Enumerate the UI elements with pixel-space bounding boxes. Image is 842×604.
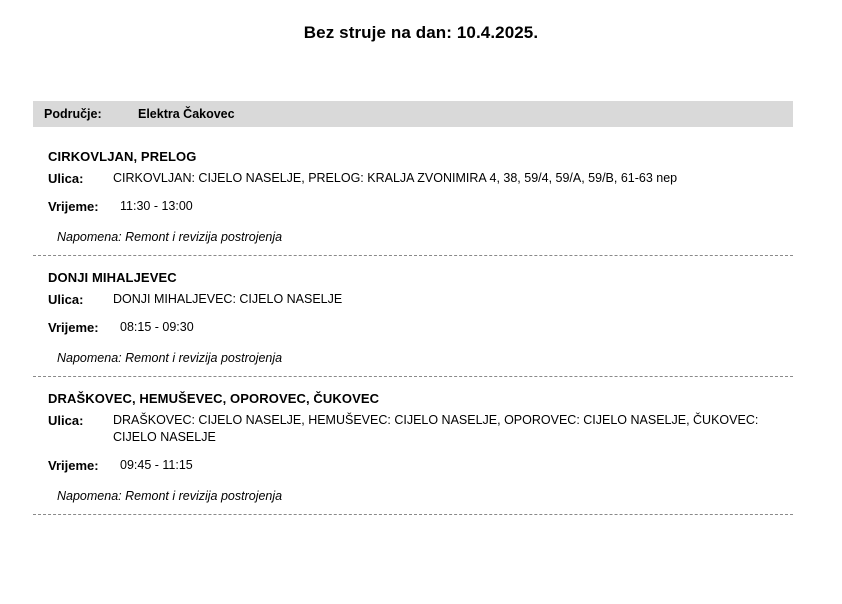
outage-street-row: [33, 170, 793, 192]
outage-time-row: [33, 313, 793, 341]
page-title: Bez struje na dan: 10.4.2025.: [303, 23, 539, 42]
street-label: Ulica:: [48, 292, 84, 307]
outage-note: Napomena: Remont i revizija postrojenja: [57, 230, 283, 244]
outage-list: [33, 135, 793, 515]
outage-title: DRAŠKOVEC, HEMUŠEVEC, OPOROVEC, ČUKOVEC: [48, 391, 380, 406]
area-value: Elektra Čakovec: [138, 107, 235, 121]
outage-entry: [33, 377, 793, 514]
outage-title: CIRKOVLJAN, PRELOG: [48, 149, 197, 164]
time-label: Vrijeme:: [48, 199, 99, 214]
street-value: DONJI MIHALJEVEC: CIJELO NASELJE: [113, 292, 343, 306]
outage-note: Napomena: Remont i revizija postrojenja: [57, 489, 283, 503]
time-value: 09:45 - 11:15: [120, 458, 193, 472]
outage-time-row: [33, 192, 793, 220]
street-label: Ulica:: [48, 413, 84, 428]
street-label: Ulica:: [48, 171, 84, 186]
street-value: DRAŠKOVEC: CIJELO NASELJE, HEMUŠEVEC: CIJELO NASELJE, OPOROVEC: CIJELO NASELJE, ČUKOVEC: CIJELO NASELJE: [113, 413, 759, 444]
outage-entry: [33, 256, 793, 376]
outage-schedule-page: [0, 23, 842, 604]
area-header-bar: [33, 101, 793, 127]
entry-divider: [33, 514, 793, 515]
outage-note: Napomena: Remont i revizija postrojenja: [57, 351, 283, 365]
outage-time-row: [33, 451, 793, 479]
outage-title: DONJI MIHALJEVEC: [48, 270, 177, 285]
outage-street-row: [33, 412, 793, 451]
outage-entry: [33, 135, 793, 255]
time-label: Vrijeme:: [48, 320, 99, 335]
time-value: 11:30 - 13:00: [120, 199, 193, 213]
time-value: 08:15 - 09:30: [120, 320, 194, 334]
area-label: Područje:: [44, 107, 102, 121]
street-value: CIRKOVLJAN: CIJELO NASELJE, PRELOG: KRALJA ZVONIMIRA 4, 38, 59/4, 59/A, 59/B, 61-63 nep: [113, 171, 678, 185]
outage-street-row: [33, 291, 793, 313]
time-label: Vrijeme:: [48, 458, 99, 473]
